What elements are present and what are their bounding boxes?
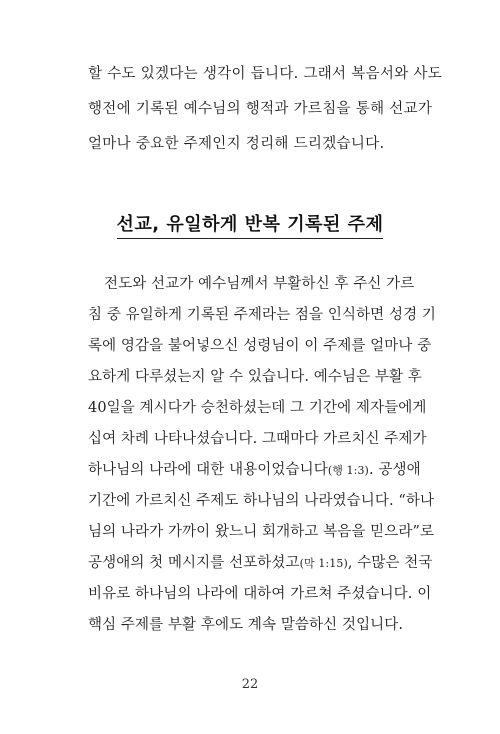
intro-line-1: 할 수도 있겠다는 생각이 듭니다. 그래서 복음서와 사도: [88, 66, 443, 82]
body-line-10-tail: , 수많은 천국: [347, 555, 433, 571]
body-line-4: 요하게 다루셨는지 알 수 있습니다. 예수님은 부활 후: [88, 369, 422, 385]
citation-mark: (막 1:15): [299, 557, 348, 570]
intro-line-2: 행전에 기록된 예수님의 행적과 가르침을 통해 선교가: [88, 101, 433, 117]
intro-line-3: 얼마나 중요한 주제인지 정리해 드리겠습니다.: [88, 136, 385, 152]
body-line-7-text: 하나님의 나라에 대한 내용이었습니다: [88, 462, 328, 478]
citation-acts: (행 1:3): [327, 464, 369, 477]
body-line-7: [88, 460, 421, 481]
body-line-5: 40일을 계시다가 승천하셨는데 그 기간에 제자들에게: [88, 400, 427, 416]
body-line-12: 핵심 주제를 부활 후에도 계속 말씀하신 것입니다.: [88, 617, 404, 633]
body-line-9: 님의 나라가 가까이 왔느니 회개하고 복음을 믿으라”로: [88, 524, 435, 540]
body-line-3: 록에 영감을 불어넣으신 성령님이 이 주제를 얼마나 중: [88, 338, 432, 354]
body-line-6: 십여 차례 나타나셨습니다. 그때마다 가르치신 주제가: [88, 431, 427, 447]
body-line-1: 전도와 선교가 예수님께서 부활하신 후 주신 가르: [104, 276, 415, 292]
body-line-7-tail: . 공생애: [368, 462, 421, 478]
body-line-10: [88, 553, 433, 574]
body-line-11: 비유로 하나님의 나라에 대하여 가르쳐 주셨습니다. 이: [88, 586, 432, 602]
section-heading-text: 선교, 유일하게 반복 기록된 주제: [117, 210, 384, 239]
body-line-8: 기간에 가르치신 주제도 하나님의 나라였습니다. “하나: [88, 493, 435, 509]
page-number: 22: [241, 677, 259, 692]
body-line-2: 침 중 유일하게 기록된 주제라는 점을 인식하면 성경 기: [88, 307, 437, 323]
section-heading: [0, 210, 500, 239]
body-line-10-text: 공생애의 첫 메시지를 선포하셨고: [88, 555, 300, 571]
